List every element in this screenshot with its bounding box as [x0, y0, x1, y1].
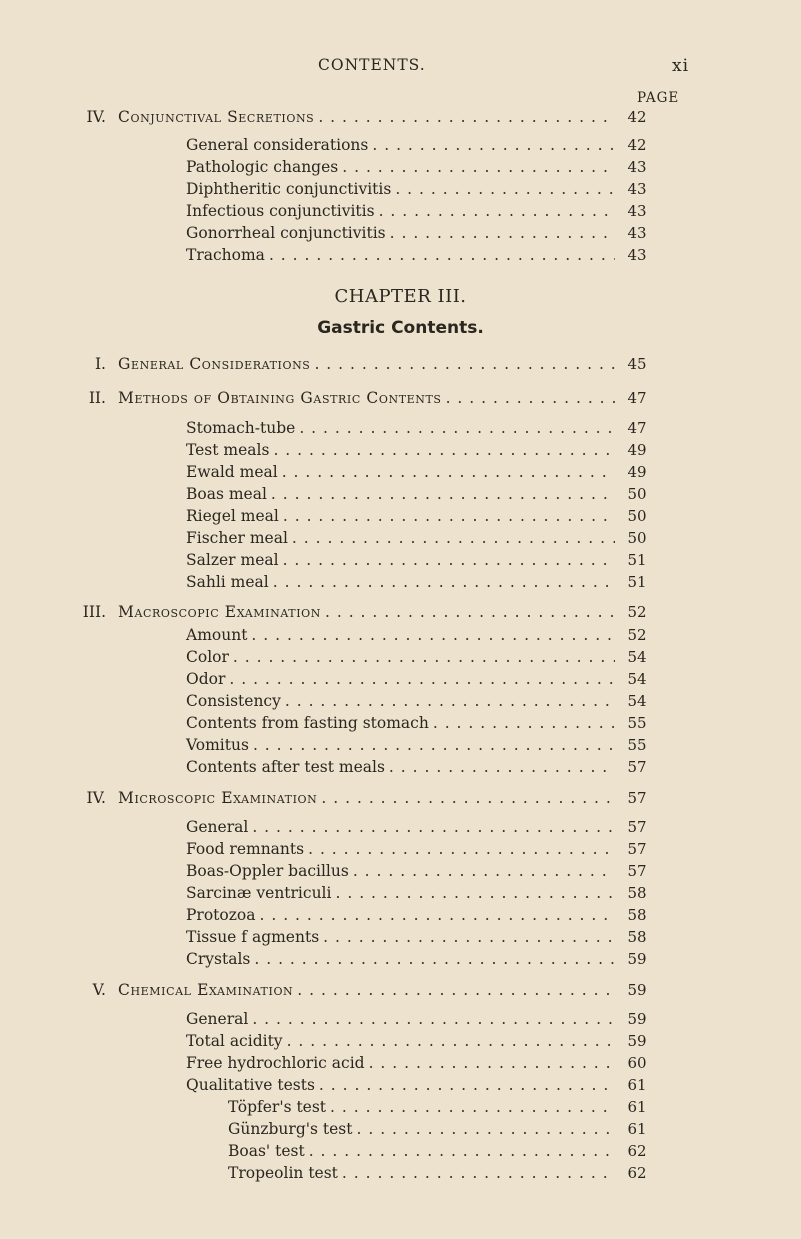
toc-entry	[186, 950, 647, 970]
entry-label: Free hydrochloric acid	[186, 1054, 365, 1072]
dot-leader	[319, 1076, 615, 1094]
entry-page-number: 50	[627, 507, 647, 525]
toc-entry	[186, 463, 647, 483]
entry-page-number: 59	[627, 1032, 647, 1050]
entry-page-number: 45	[627, 355, 647, 373]
entry-label: Macroscopic Examination	[118, 603, 321, 621]
dot-leader	[271, 485, 615, 503]
entry-label: Chemical Examination	[118, 981, 294, 999]
entry-page-number: 52	[627, 603, 647, 621]
toc-entry	[186, 1054, 647, 1074]
dot-leader	[309, 1142, 615, 1160]
entry-page-number: 58	[627, 884, 647, 902]
entry-label: General	[186, 818, 249, 836]
entry-page-number: 47	[627, 419, 647, 437]
entry-page-number: 55	[627, 736, 647, 754]
entry-page-number: 43	[627, 246, 647, 264]
entry-label: Qualitative tests	[186, 1076, 315, 1094]
toc-section	[82, 603, 647, 623]
entry-page-number: 61	[627, 1120, 647, 1138]
toc-entry	[186, 246, 647, 266]
dot-leader	[254, 950, 615, 968]
toc-entry	[186, 862, 647, 882]
section-numeral: IV.	[86, 789, 106, 807]
dot-leader	[233, 648, 615, 666]
entry-page-number: 47	[627, 389, 647, 407]
page-number: xi	[672, 56, 690, 76]
dot-leader	[229, 670, 615, 688]
page-column-label: PAGE	[637, 90, 680, 106]
entry-page-number: 49	[627, 463, 647, 481]
dot-leader	[318, 108, 615, 126]
toc-entry	[186, 551, 647, 571]
entry-label: Test meals	[186, 441, 270, 459]
section-numeral: V.	[92, 981, 106, 999]
entry-label: Sahli meal	[186, 573, 269, 591]
entry-page-number: 54	[627, 692, 647, 710]
dot-leader	[273, 573, 615, 591]
toc-entry	[186, 441, 647, 461]
toc-entry	[186, 648, 647, 668]
toc-entry	[186, 884, 647, 904]
entry-page-number: 43	[627, 180, 647, 198]
dot-leader	[259, 906, 615, 924]
dot-leader	[369, 1054, 615, 1072]
entry-label: Tissue f agments	[186, 928, 320, 946]
entry-page-number: 54	[627, 648, 647, 666]
toc-entry	[186, 906, 647, 926]
dot-leader	[342, 1164, 615, 1182]
entry-label: Boas-Oppler bacillus	[186, 862, 349, 880]
dot-leader	[321, 789, 615, 807]
toc-entry	[186, 180, 647, 200]
chapter-subtitle: Gastric Contents.	[317, 318, 484, 338]
toc-entry	[228, 1164, 647, 1184]
toc-entry	[186, 692, 647, 712]
toc-entry	[186, 736, 647, 756]
entry-label: Amount	[186, 626, 248, 644]
entry-page-number: 61	[627, 1076, 647, 1094]
entry-page-number: 55	[627, 714, 647, 732]
toc-entry	[228, 1120, 647, 1140]
toc-entry	[186, 758, 647, 778]
entry-page-number: 58	[627, 928, 647, 946]
dot-leader	[273, 441, 615, 459]
entry-label: Sarcinæ ventriculi	[186, 884, 332, 902]
entry-label: Vomitus	[186, 736, 249, 754]
entry-label: Trachoma	[186, 246, 265, 264]
section-numeral: II.	[88, 389, 106, 407]
toc-entry	[186, 485, 647, 505]
entry-label: Salzer meal	[186, 551, 279, 569]
entry-label: Günzburg's test	[228, 1120, 353, 1138]
entry-page-number: 42	[627, 136, 647, 154]
entry-label: Tropeolin test	[228, 1164, 338, 1182]
entry-page-number: 54	[627, 670, 647, 688]
entry-label: Diphtheritic conjunctivitis	[186, 180, 392, 198]
running-header: CONTENTS.	[318, 56, 426, 74]
entry-page-number: 51	[627, 573, 647, 591]
entry-label: Stomach-tube	[186, 419, 296, 437]
dot-leader	[252, 818, 615, 836]
entry-label: General Considerations	[118, 355, 311, 373]
dot-leader	[356, 1120, 615, 1138]
toc-entry	[186, 224, 647, 244]
dot-leader	[252, 1010, 615, 1028]
dot-leader	[389, 758, 615, 776]
entry-page-number: 59	[627, 1010, 647, 1028]
entry-page-number: 61	[627, 1098, 647, 1116]
dot-leader	[292, 529, 615, 547]
entry-page-number: 42	[627, 108, 647, 126]
dot-leader	[251, 626, 615, 644]
toc-entry	[186, 507, 647, 527]
entry-label: Conjunctival Secretions	[118, 108, 315, 126]
entry-page-number: 43	[627, 224, 647, 242]
entry-label: Töpfer's test	[228, 1098, 327, 1116]
toc-entry	[228, 1098, 647, 1118]
toc-entry	[186, 1032, 647, 1052]
entry-label: General considerations	[186, 136, 369, 154]
toc-entry	[186, 1076, 647, 1096]
dot-leader	[287, 1032, 615, 1050]
dot-leader	[269, 246, 615, 264]
section-numeral: III.	[82, 603, 106, 621]
entry-page-number: 43	[627, 202, 647, 220]
toc-entry	[186, 714, 647, 734]
toc-entry	[228, 1142, 647, 1162]
dot-leader	[283, 551, 615, 569]
entry-label: Contents after test meals	[186, 758, 385, 776]
entry-page-number: 62	[627, 1164, 647, 1182]
toc-entry	[186, 158, 647, 178]
entry-page-number: 57	[627, 758, 647, 776]
entry-label: Food remnants	[186, 840, 305, 858]
dot-leader	[283, 507, 615, 525]
toc-section	[86, 789, 647, 809]
chapter-title: CHAPTER III.	[334, 286, 467, 307]
entry-label: General	[186, 1010, 249, 1028]
entry-label: Pathologic changes	[186, 158, 339, 176]
toc-entry	[186, 626, 647, 646]
entry-label: Contents from fasting stomach	[186, 714, 429, 732]
dot-leader	[353, 862, 615, 880]
toc-section	[88, 389, 647, 409]
dot-leader	[285, 692, 615, 710]
toc-entry	[186, 928, 647, 948]
entry-label: Odor	[186, 670, 226, 688]
section-numeral: IV.	[86, 108, 106, 126]
entry-label: Boas' test	[228, 1142, 305, 1160]
entry-page-number: 43	[627, 158, 647, 176]
entry-label: Riegel meal	[186, 507, 279, 525]
dot-leader	[325, 603, 615, 621]
entry-label: Total acidity	[186, 1032, 283, 1050]
entry-label: Methods of Obtaining Gastric Contents	[118, 389, 442, 407]
toc-entry	[186, 573, 647, 593]
dot-leader	[335, 884, 615, 902]
toc-section	[92, 981, 647, 1001]
toc-entry	[186, 419, 647, 439]
toc-entry	[186, 840, 647, 860]
entry-page-number: 57	[627, 818, 647, 836]
toc-entry	[186, 1010, 647, 1030]
toc-entry	[186, 529, 647, 549]
dot-leader	[433, 714, 615, 732]
entry-label: Infectious conjunctivitis	[186, 202, 375, 220]
dot-leader	[282, 463, 615, 481]
dot-leader	[314, 355, 615, 373]
dot-leader	[379, 202, 615, 220]
entry-label: Color	[186, 648, 229, 666]
entry-label: Protozoa	[186, 906, 256, 924]
entry-page-number: 60	[627, 1054, 647, 1072]
dot-leader	[390, 224, 615, 242]
dot-leader	[299, 419, 615, 437]
dot-leader	[297, 981, 615, 999]
dot-leader	[308, 840, 615, 858]
entry-page-number: 59	[627, 950, 647, 968]
entry-label: Crystals	[186, 950, 251, 968]
dot-leader	[330, 1098, 615, 1116]
toc-entry	[186, 202, 647, 222]
entry-page-number: 57	[627, 862, 647, 880]
toc-entry	[186, 670, 647, 690]
section-numeral: I.	[94, 355, 106, 373]
entry-page-number: 57	[627, 840, 647, 858]
dot-leader	[446, 389, 615, 407]
entry-page-number: 59	[627, 981, 647, 999]
dot-leader	[253, 736, 615, 754]
entry-page-number: 58	[627, 906, 647, 924]
entry-page-number: 51	[627, 551, 647, 569]
dot-leader	[395, 180, 615, 198]
toc-section	[86, 108, 647, 128]
entry-label: Microscopic Examination	[118, 789, 318, 807]
toc-section	[94, 355, 647, 375]
entry-page-number: 50	[627, 529, 647, 547]
entry-label: Boas meal	[186, 485, 267, 503]
entry-label: Gonorrheal conjunctivitis	[186, 224, 386, 242]
entry-label: Consistency	[186, 692, 281, 710]
entry-page-number: 52	[627, 626, 647, 644]
dot-leader	[323, 928, 615, 946]
entry-label: Fischer meal	[186, 529, 288, 547]
toc-entry	[186, 818, 647, 838]
dot-leader	[342, 158, 615, 176]
entry-label: Ewald meal	[186, 463, 278, 481]
entry-page-number: 57	[627, 789, 647, 807]
entry-page-number: 62	[627, 1142, 647, 1160]
dot-leader	[372, 136, 615, 154]
entry-page-number: 50	[627, 485, 647, 503]
toc-entry	[186, 136, 647, 156]
entry-page-number: 49	[627, 441, 647, 459]
